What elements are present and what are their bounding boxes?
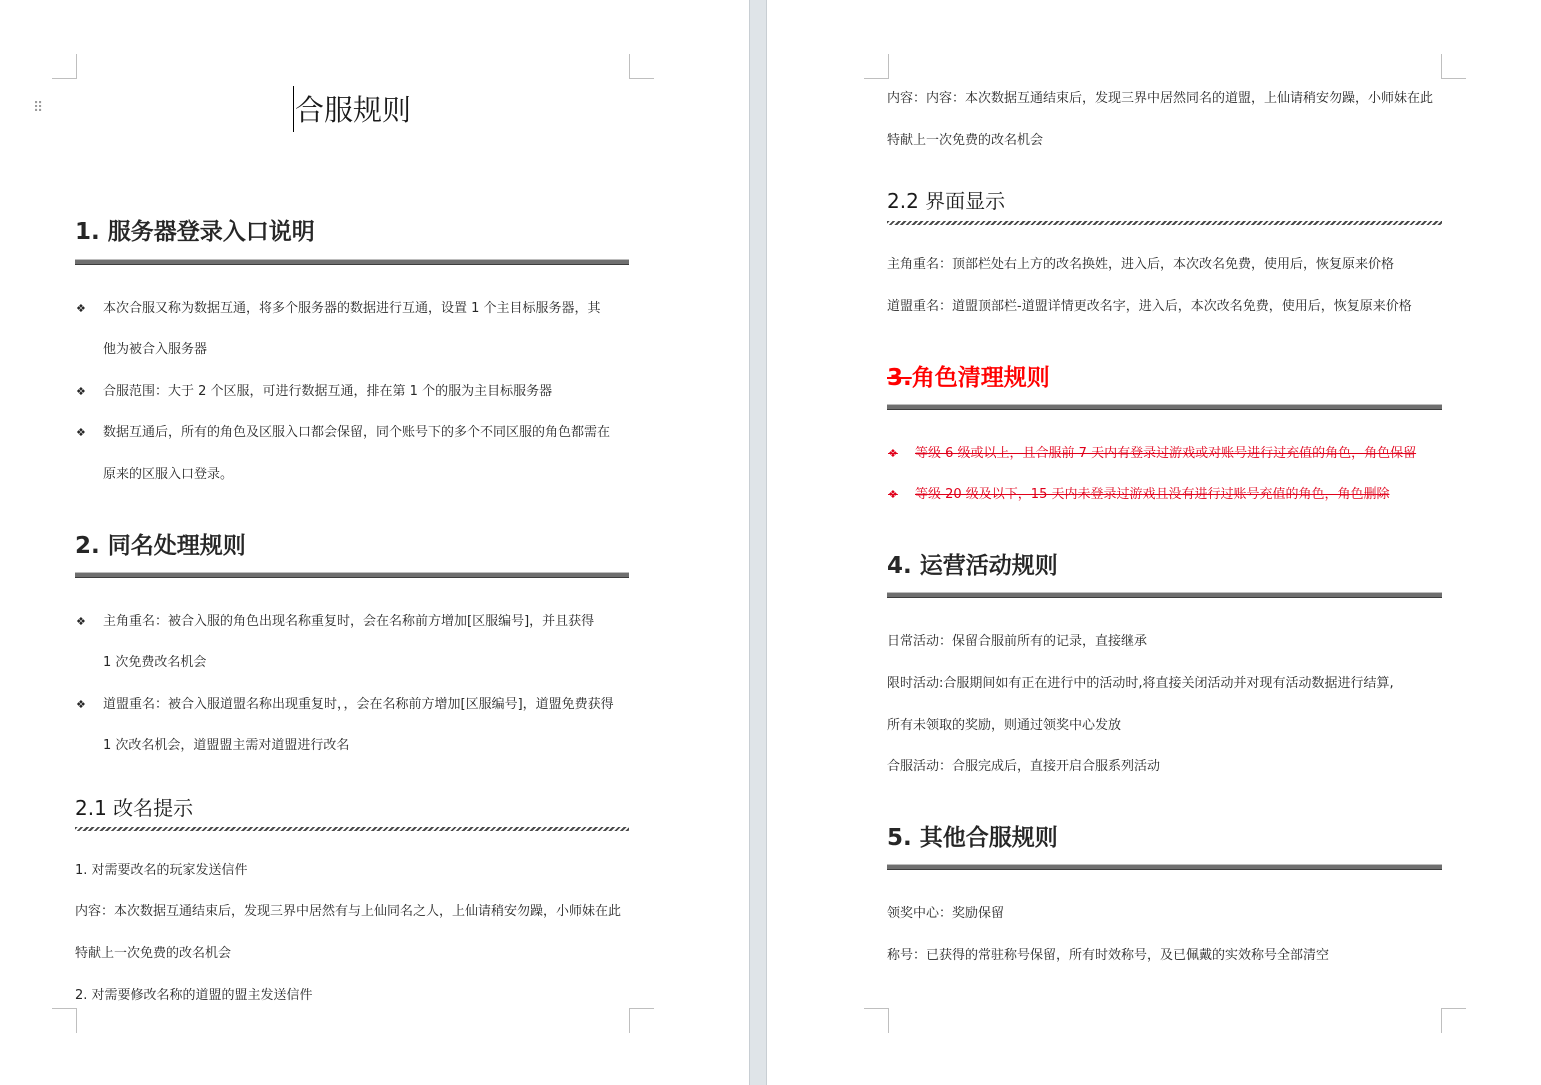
intro-line-1[interactable]: 内容：内容：本次数据互通结束后，发现三界中居然同名的道盟，上仙请稍安勿躁，小师妹在此 [887,91,1434,106]
bullet-icon: ❖ [888,447,898,460]
section-1-underline [75,259,629,265]
intro-line-2[interactable]: 特献上一次免费的改名机会 [887,133,1044,148]
section-1-heading[interactable]: 1. 服务器登录入口说明 [75,219,315,245]
section-4-line-2[interactable]: 限时活动:合服期间如有正在进行中的活动时,将直接关闭活动并对现有活动数据进行结算, [887,676,1394,691]
section-1-bullet-2-line-1[interactable]: 合服范围：大于 2 个区服，可进行数据互通，排在第 1 个的服为主目标服务器 [103,384,553,399]
section-4-line-4[interactable]: 合服活动：合服完成后，直接开启合服系列活动 [887,759,1161,774]
section-5-line-1[interactable]: 领奖中心：奖励保留 [887,906,1005,921]
margin-mark-top-right [629,54,654,79]
margin-mark-bottom-left [864,1008,889,1033]
section-2-2-line-1[interactable]: 主角重名：顶部栏处右上方的改名换姓，进入后，本次改名免费，使用后，恢复原来价格 [887,257,1395,272]
section-2-1-heading[interactable]: 2.1 改名提示 [75,796,194,820]
margin-mark-bottom-right [1441,1008,1466,1033]
bullet-icon: ❖ [76,302,86,315]
section-2-bullet-2-line-1[interactable]: 道盟重名：被合入服道盟名称出现重复时，，会在名称前方增加[区服编号]，道盟免费获得 [103,697,614,712]
margin-mark-bottom-right [629,1008,654,1033]
section-3-bullet-2[interactable]: 等级 20 级及以下，15 天内未登录过游戏且没有进行过账号充值的角色，角色删除 [915,487,1390,502]
section-3-underline [887,404,1442,410]
section-3-bullet-1[interactable]: 等级 6 级或以上，且合服前 7 天内有登录过游戏或对账号进行过充值的角色，角色保留 [915,446,1417,461]
section-4-line-1[interactable]: 日常活动：保留合服前所有的记录，直接继承 [887,634,1148,649]
section-2-1-line-4[interactable]: 2. 对需要修改名称的道盟的盟主发送信件 [75,988,313,1003]
section-1-bullet-1-line-2[interactable]: 他为被合入服务器 [103,342,208,357]
section-2-underline [75,572,629,578]
drag-handle-icon[interactable]: ⠿ [33,100,42,116]
section-2-bullet-1-line-1[interactable]: 主角重名：被合入服的角色出现名称重复时，会在名称前方增加[区服编号]，并且获得 [103,614,595,629]
bullet-icon: ❖ [888,488,898,501]
section-2-bullet-1-line-2[interactable]: 1 次免费改名机会 [103,655,207,670]
bullet-icon: ❖ [76,615,86,628]
bullet-icon: ❖ [76,426,86,439]
section-3-heading[interactable] [887,363,1050,393]
section-5-heading[interactable]: 5. 其他合服规则 [887,825,1058,851]
section-4-heading[interactable]: 4. 运营活动规则 [887,553,1058,579]
section-2-1-line-2[interactable]: 内容：本次数据互通结束后，发现三界中居然有与上仙同名之人，上仙请稍安勿躁，小师妹在此 [75,904,622,919]
margin-mark-top-right [1441,54,1466,79]
document-title[interactable]: 合服规则 [295,93,412,127]
margin-mark-top-left [52,54,77,79]
section-2-2-heading[interactable]: 2.2 界面显示 [887,189,1006,213]
section-2-2-underline [887,221,1442,225]
section-2-bullet-2-line-2[interactable]: 1 次改名机会，道盟盟主需对道盟进行改名 [103,738,350,753]
document-page-right[interactable] [767,0,1541,1085]
section-2-1-line-1[interactable]: 1. 对需要改名的玩家发送信件 [75,863,248,878]
section-1-bullet-1-line-1[interactable]: 本次合服又称为数据互通，将多个服务器的数据进行互通，设置 1 个主目标服务器，其 [103,301,601,316]
margin-mark-bottom-left [52,1008,77,1033]
margin-mark-top-left [864,54,889,79]
section-5-underline [887,864,1442,870]
bullet-icon: ❖ [76,385,86,398]
section-4-line-3[interactable]: 所有未领取的奖励，则通过领奖中心发放 [887,718,1122,733]
section-1-bullet-3-line-2[interactable]: 原来的区服入口登录。 [103,467,234,482]
bullet-icon: ❖ [76,698,86,711]
section-2-2-line-2[interactable]: 道盟重名：道盟顶部栏-道盟详情更改名字，进入后，本次改名免费，使用后，恢复原来价格 [887,299,1412,314]
section-2-heading[interactable]: 2. 同名处理规则 [75,533,246,559]
section-5-line-2[interactable]: 称号：已获得的常驻称号保留，所有时效称号，及已佩戴的实效称号全部清空 [887,948,1330,963]
section-2-1-line-3[interactable]: 特献上一次免费的改名机会 [75,946,232,961]
section-2-1-underline [75,827,629,831]
page-gap [749,0,767,1085]
section-4-underline [887,592,1442,598]
document-page-left[interactable] [0,0,749,1085]
section-3-number: 3. [887,365,912,391]
section-3-title: 角色清理规则 [911,365,1050,391]
text-cursor [293,86,294,132]
section-1-bullet-3-line-1[interactable]: 数据互通后，所有的角色及区服入口都会保留，同个账号下的多个不同区服的角色都需在 [103,425,611,440]
